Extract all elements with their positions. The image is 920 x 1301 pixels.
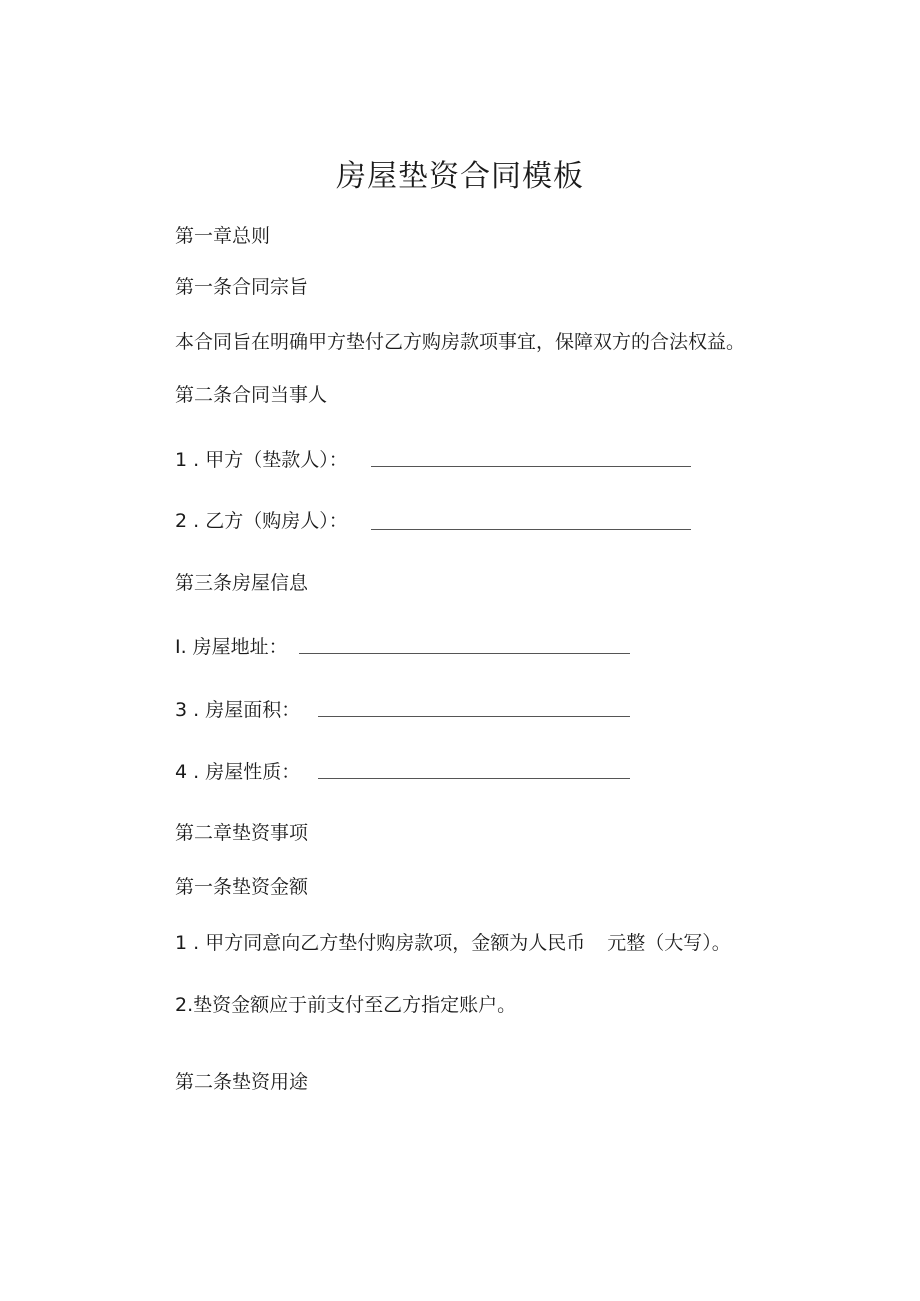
article-house-info-heading: 第三条房屋信息 bbox=[175, 572, 309, 594]
chapter-1-heading: 第一章总则 bbox=[175, 225, 271, 247]
article-purpose-heading: 第一条合同宗旨 bbox=[175, 276, 309, 298]
document-title: 房屋垫资合同模板 bbox=[336, 159, 584, 194]
payment-clause: 2.垫资金额应于前支付至乙方指定账户。 bbox=[175, 994, 517, 1016]
article-parties-heading: 第二条合同当事人 bbox=[175, 384, 328, 406]
amount-clause bbox=[175, 929, 731, 957]
party-a-blank bbox=[371, 466, 691, 467]
article-amount-heading: 第一条垫资金额 bbox=[175, 876, 309, 898]
house-area-label: 3 . 房屋面积： bbox=[175, 699, 301, 721]
amount-clause-text: 1 . 甲方同意向乙方垫付购房款项，金额为人民币 bbox=[175, 932, 586, 954]
article-purpose-body: 本合同旨在明确甲方垫付乙方购房款项事宜，保障双方的合法权益。 bbox=[175, 331, 746, 353]
house-area-blank bbox=[318, 716, 630, 717]
chapter-2-heading: 第二章垫资事项 bbox=[175, 822, 309, 844]
house-nature-label: 4 . 房屋性质： bbox=[175, 761, 301, 783]
party-b-label: 2 . 乙方（购房人）： bbox=[175, 510, 348, 532]
house-address-blank bbox=[299, 653, 630, 654]
party-a-label: 1 . 甲方（垫款人）： bbox=[175, 449, 348, 471]
house-nature-blank bbox=[318, 778, 630, 779]
article-usage-heading: 第二条垫资用途 bbox=[175, 1071, 309, 1093]
house-address-label: I. 房屋地址： bbox=[175, 636, 288, 658]
party-b-blank bbox=[371, 529, 691, 530]
amount-clause-suffix: 元整（大写）。 bbox=[607, 932, 731, 954]
